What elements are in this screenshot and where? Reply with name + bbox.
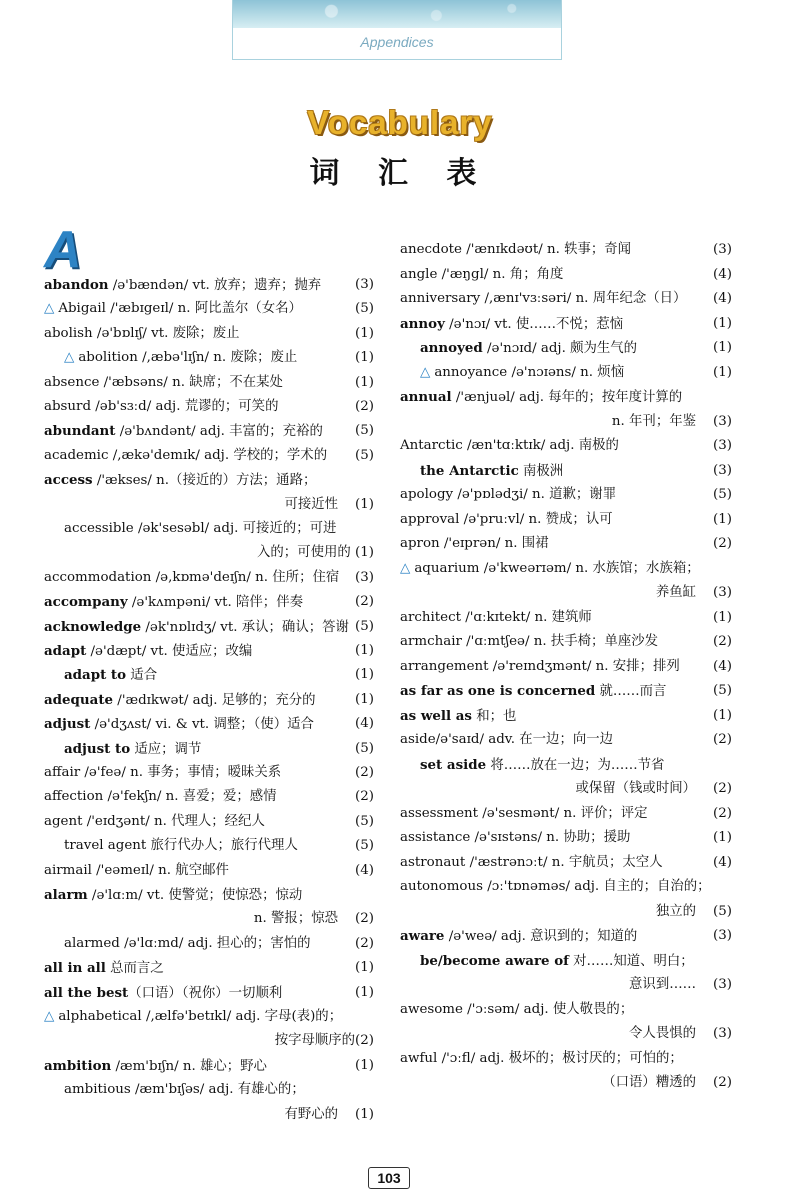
entry-definition: airmail /'eəmeɪl/ n. 航空邮件 [44,862,229,878]
entry-definition: 适合 [126,668,158,684]
headword: all in all [44,960,106,977]
unit-number: (2) [355,911,374,927]
unit-number: (3) [355,277,374,292]
vocab-entry [400,658,732,676]
unit-number: (1) [355,350,374,366]
headword: adapt [44,643,87,659]
entry-definition: /æm'bɪʃn/ n. 雄心；野心 [111,1058,267,1074]
unit-number: (3) [713,928,732,943]
vocab-entry [44,300,374,318]
entry-definition: /ə'dʒʌst/ vi. & vt. 调整；（使）适合 [90,717,314,733]
vocab-entry [44,935,374,953]
unit-number: (1) [713,707,732,723]
entry-continuation-text: n. 年刊；年鉴 [611,413,696,429]
unit-number: (2) [713,732,732,747]
entry-definition: architect /'ɑːkɪtekt/ n. 建筑师 [400,609,592,625]
vocab-entry [44,1008,374,1026]
unit-number: (2) [713,536,732,551]
vocab-entry [44,764,374,782]
entry-definition: /ə'lɑːm/ vt. 使警觉；使惊恐；惊动 [87,888,303,903]
right-column [400,0,732,1191]
unit-number: (5) [355,301,374,317]
vocab-entry [400,878,732,896]
vocab-entry [44,691,374,710]
entry-definition: ambitious /æm'bɪʃəs/ adj. 有雄心的； [64,1082,305,1098]
vocab-entry [400,315,732,334]
vocab-entry [400,1001,732,1019]
entry-definition: astronaut /'æstrənɔːt/ n. 宇航员；太空人 [400,854,663,870]
headword: as far as one is concerned [400,683,596,699]
headword: adequate [44,691,114,708]
vocab-entry [400,829,732,847]
entry-continuation-text: 入的；可使用的 (1) [257,545,374,561]
unit-number: (3) [355,569,374,585]
entry-definition: assessment /ə'sesmənt/ n. 评价；评定 [400,805,648,821]
unit-number: (1) [355,374,374,390]
unit-number: (1) [713,609,732,625]
unit-number: (5) [713,487,732,502]
vocab-entry [44,422,374,441]
headword: the Antarctic [420,462,519,479]
vocab-entry [400,462,732,481]
unit-number: (3) [713,462,732,478]
unit-number: (5) [713,683,732,698]
unit-number: (1) [713,830,732,845]
vocab-entry [400,805,732,823]
entry-definition: assistance /ə'sɪstəns/ n. 协助；援助 [400,830,631,845]
entry-definition: affection /ə'fekʃn/ n. 喜爱；爱；感情 [44,789,277,805]
headword: access [44,472,93,489]
headword: abundant [44,423,116,440]
entry-continuation-text: 按字母顺序的(2) [274,1033,374,1049]
entry-definition: travel agent 旅行代办人；旅行代理人 [64,838,298,854]
vocab-entry [44,666,374,685]
entry-continuation-text: 令人畏惧的 [629,1026,696,1041]
headword: acknowledge [44,618,142,635]
entry-definition: 总而言之 [105,961,164,977]
entry-continuation-text: 独立的 [655,903,696,919]
vocab-entry [400,290,732,308]
unit-number: (5) [355,618,374,634]
vocab-entry [400,486,732,504]
unit-number: (5) [355,740,374,756]
entry-definition: angle /'æŋgl/ n. 角；角度 [400,266,564,282]
unit-number: (2) [713,1075,732,1090]
headword: ambition [44,1057,112,1074]
vocab-entry [44,398,374,416]
vocab-entry [44,593,374,612]
vocab-entry [44,520,374,538]
entry-definition: academic /,ækə'demɪk/ adj. 学校的；学术的 [44,447,328,463]
vocab-entry [400,339,732,358]
entry-definition: awful /'ɔːfl/ adj. 极坏的；极讨厌的；可怕的； [400,1050,683,1066]
entry-continuation-text: n. 警报；惊恐 [253,911,338,927]
unit-number: (3) [713,585,732,600]
entry-definition: annoyance /ə'nɔɪəns/ n. 烦恼 [434,364,625,380]
unit-number: (1) [713,511,732,527]
triangle-marker-icon: △ [64,350,75,366]
vocab-entry [400,682,732,701]
triangle-marker-icon: △ [44,1009,55,1024]
entry-definition: approval /ə'pruːvl/ n. 赞成；认可 [400,511,613,527]
unit-number: (4) [713,266,732,282]
headword: alarm [44,887,88,903]
vocab-entry [44,618,374,637]
unit-number: (1) [355,984,374,1000]
entry-definition: apology /ə'pɒlədʒi/ n. 道歉；谢罪 [400,487,617,502]
unit-number: (1) [355,667,374,683]
vocab-entry [44,471,374,490]
vocab-entry [44,984,374,1003]
page-subtitle-cn: 词 汇 表 [309,156,491,191]
unit-number: (1) [355,960,374,976]
triangle-marker-icon: △ [44,301,55,317]
entry-definition: 将……放在一边；为……节省 [486,757,665,773]
unit-number: (3) [713,413,732,429]
entry-continuation-text: （口语）糟透的 [602,1075,696,1090]
entry-definition: 和；也 [471,708,517,724]
entry-definition: apron /'eɪprən/ n. 围裙 [400,536,549,551]
entry-definition: 南极洲 [518,463,564,479]
entry-definition: 对……知道、明白； [568,953,694,969]
vocab-entry [400,511,732,529]
vocab-entry [44,813,374,831]
unit-number: (1) [713,315,732,331]
unit-number: (2) [355,789,374,805]
vocab-entry [44,740,374,759]
vocab-entry [44,569,374,587]
entry-definition: arrangement /ə'reɪndʒmənt/ n. 安排；排列 [400,658,680,674]
vocab-entry [44,349,374,367]
unit-number: (3) [713,977,732,992]
vocab-entry [44,447,374,465]
headword: abandon [44,277,109,293]
left-column [44,0,374,1191]
unit-number: (5) [355,813,374,829]
unit-number: (1) [713,364,732,380]
unit-number: (4) [713,658,732,674]
entry-definition: /ə'nɔɪd/ adj. 颇为生气的 [482,341,638,356]
entry-definition: /ə'nɔɪ/ vt. 使……不悦；惹恼 [444,316,624,332]
unit-number: (4) [355,716,374,732]
vocab-entry [400,266,732,284]
vocab-entry [400,854,732,872]
entry-definition: accommodation /ə,kɒmə'deɪʃn/ n. 住所；住宿 [44,569,340,585]
unit-number: (2) [355,765,374,780]
headword: adjust to [64,740,131,757]
entry-definition: abolition /,æbə'lɪʃn/ n. 废除；废止 [78,350,298,366]
unit-number: (1) [355,691,374,707]
headword: as well as [400,707,472,724]
vocab-entry [44,374,374,392]
unit-number: (1) [355,325,374,341]
vocab-entry [44,837,374,855]
vocab-entry [400,756,732,775]
entry-definition: alphabetical /,ælfə'betɪkl/ adj. 字母(表)的； [58,1009,343,1024]
entry-continuation-text: 可接近性 [284,496,338,512]
page-title: Vocabulary [307,104,493,141]
vocab-entry [44,325,374,343]
entry-definition: aside/ə'saɪd/ adv. 在一边；向一边 [400,732,614,747]
headword: adjust [44,716,91,733]
entry-definition: armchair /'ɑːmtʃeə/ n. 扶手椅；单座沙发 [400,634,658,649]
entry-definition: Antarctic /æn'tɑːktɪk/ adj. 南极的 [400,438,619,453]
unit-number: (5) [355,423,374,439]
unit-number: (2) [355,399,374,414]
unit-number: (2) [713,634,732,649]
unit-number: (1) [713,340,732,355]
entry-definition: alarmed /ə'lɑːmd/ adj. 担心的；害怕的 [64,935,311,951]
entry-continuation-text: 或保留（钱或时间） [575,781,696,796]
entry-continuation-text: 养鱼缸 [655,585,696,600]
entry-definition: /ə'kʌmpəni/ vt. 陪伴；伴奏 [127,595,303,611]
entry-definition: aquarium /ə'kweərɪəm/ n. 水族馆；水族箱； [414,560,700,576]
unit-number: (3) [713,242,732,257]
entry-definition: /ə'dæpt/ vt. 使适应；改编 [86,644,253,659]
vocab-entry [44,959,374,978]
triangle-marker-icon: △ [400,560,411,576]
entry-continuation-text: 意识到…… [629,977,696,992]
headword: accompany [44,594,128,611]
section-label: Appendices [360,34,434,50]
triangle-marker-icon: △ [420,364,431,380]
vocab-entry [44,715,374,734]
entry-continuation-text: 有野心的 [284,1106,338,1122]
headword: be/become aware of [420,952,569,969]
unit-number: (1) [355,496,374,512]
vocab-entry [400,1050,732,1068]
entry-definition: affair /ə'feə/ n. 事务；事情；暧昧关系 [44,765,282,780]
unit-number: (4) [713,291,732,306]
vocab-entry [400,731,732,749]
entry-definition: absence /'æbsəns/ n. 缺席；不在某处 [44,374,283,390]
vocab-entry [44,862,374,880]
entry-definition: /ə'bʌndənt/ adj. 丰富的；充裕的 [115,424,323,440]
entry-definition: 适应；调节 [130,741,202,757]
entry-definition: Abigail /'æbɪgeɪl/ n. 阿比盖尔（女名） [58,301,302,317]
vocab-entry [44,886,374,905]
vocab-entry [44,642,374,661]
entry-definition: /'ækses/ n.（接近的）方法；通路； [92,473,317,489]
unit-number: (1) [355,1106,374,1122]
headword: annual [400,389,452,405]
headword: aware [400,928,445,944]
vocab-entry [400,633,732,651]
unit-number: (1) [355,1057,374,1073]
unit-number: (3) [713,438,732,453]
page-number: 103 [368,1167,410,1189]
vocab-entry [400,535,732,553]
headword: all the best [44,984,129,1001]
vocab-entry [400,609,732,627]
entry-definition: /ə'weə/ adj. 意识到的；知道的 [444,929,638,944]
section-letter: A [44,221,82,279]
entry-definition: /'ædɪkwət/ adj. 足够的；充分的 [113,692,316,708]
vocab-entry [400,927,732,946]
entry-definition: anecdote /'ænɪkdəʊt/ n. 轶事；奇闻 [400,242,632,257]
entry-definition: abolish /ə'bɒlɪʃ/ vt. 废除；废止 [44,325,240,341]
vocab-entry [44,1057,374,1076]
entry-definition: autonomous /ɔː'tɒnəməs/ adj. 自主的；自治的； [400,879,711,894]
headword: adapt to [64,667,127,684]
unit-number: (5) [713,903,732,919]
unit-number: (2) [355,594,374,610]
vocab-entry [400,437,732,455]
vocab-entry [400,241,732,259]
unit-number: (2) [713,781,732,796]
vocab-entry [400,364,732,382]
entry-definition: （口语）（祝你）一切顺利 [128,985,283,1001]
entry-definition: accessible /ək'sesəbl/ adj. 可接近的；可进 [64,521,337,536]
entry-definition: 就……而言 [595,684,667,699]
vocab-entry [400,952,732,971]
vocab-entry [400,560,732,578]
entry-definition: anniversary /,ænɪ'vɜːsəri/ n. 周年纪念（日） [400,291,687,306]
headword: annoyed [420,340,483,356]
unit-number: (4) [355,862,374,878]
entry-definition: /ək'nɒlɪdʒ/ vt. 承认；确认；答谢 [141,619,349,635]
unit-number: (4) [713,854,732,870]
entry-definition: awesome /'ɔːsəm/ adj. 使人敬畏的； [400,1001,634,1017]
vocab-entry [44,276,374,295]
headword: set aside [420,756,487,773]
unit-number: (2) [355,935,374,951]
unit-number: (3) [713,1026,732,1041]
entry-definition: /'ænjuəl/ adj. 每年的；按年度计算的 [451,390,683,405]
unit-number: (2) [713,805,732,821]
unit-number: (5) [355,838,374,854]
vocab-entry [44,1081,374,1099]
entry-definition: absurd /əb'sɜːd/ adj. 荒谬的；可笑的 [44,399,279,414]
vocab-entry [44,788,374,806]
headword: annoy [400,315,445,332]
vocab-entry [400,388,732,407]
vocab-entry [400,707,732,726]
unit-number: (5) [355,447,374,463]
entry-definition: agent /'eɪdʒənt/ n. 代理人；经纪人 [44,813,265,829]
unit-number: (1) [355,643,374,658]
entry-definition: /ə'bændən/ vt. 放弃；遗弃；抛弃 [108,278,322,293]
